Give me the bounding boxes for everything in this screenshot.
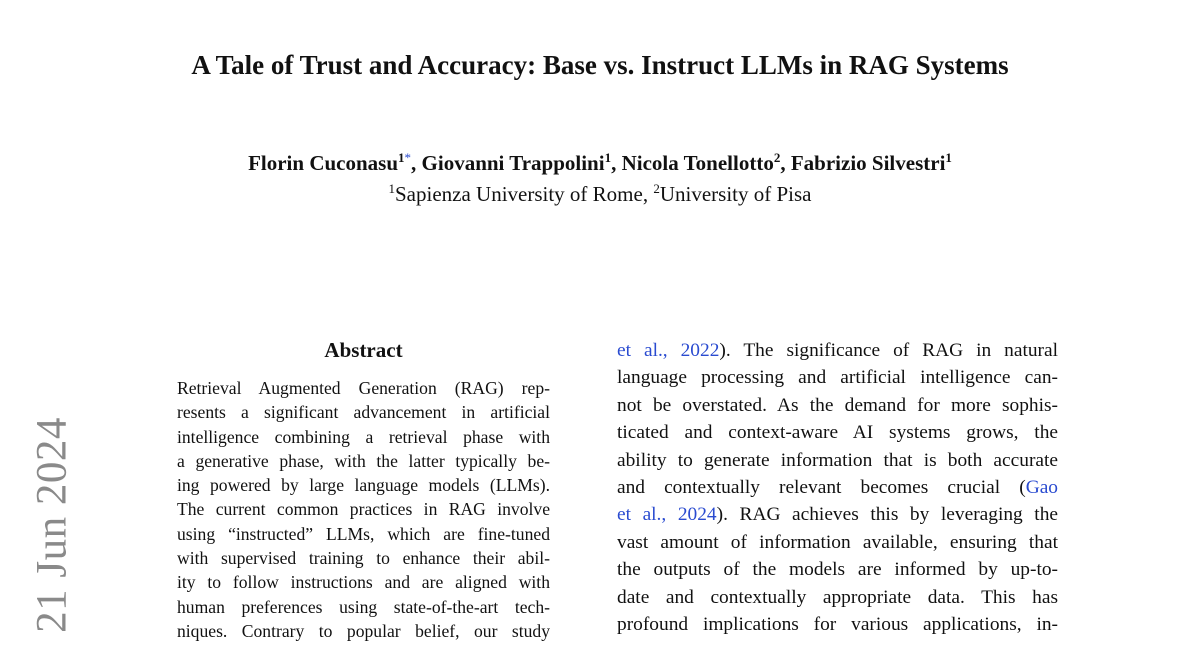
- citation-link[interactable]: et al., 2022: [617, 340, 720, 361]
- abstract-line: intelligence combining a retrieval phase with: [177, 426, 550, 447]
- intro-text: ). RAG achieves this by leveraging the: [716, 504, 1058, 526]
- affiliation-list: $^1$Sapienza University of Rome, $^2$University of Pisa: [388, 181, 812, 206]
- abstract-heading: Abstract: [324, 338, 403, 362]
- intro-line: language processing and artificial intelligence can-: [617, 367, 1058, 389]
- affiliation-number: 1: [388, 181, 395, 196]
- author-list: Florin Cuconasu$^{1*}$, Giovanni Trappolini$^1$, Nicola Tonellotto$^2$, Fabrizio Silvestri$^1$: [248, 150, 952, 175]
- abstract-line: ity to follow instructions and are aligned with: [177, 572, 550, 593]
- abstract-line: human preferences using state-of-the-art tech-: [177, 596, 550, 617]
- intro-line: ability to generate information that is both accurate: [617, 449, 1058, 471]
- abstract-body: [177, 376, 550, 643]
- intro-line: vast amount of information available, ensuring that: [617, 531, 1058, 553]
- citation-link[interactable]: Gao: [1025, 476, 1058, 498]
- author-name: Giovanni Trappolini: [421, 151, 605, 175]
- abstract-line: The current common practices in RAG involve: [177, 499, 550, 520]
- intro-line: ticated and context-aware AI systems grows, the: [617, 422, 1058, 444]
- intro-line: not be overstated. As the demand for more sophis-: [617, 394, 1058, 416]
- intro-text: and contextually relevant becomes crucial (: [617, 476, 1026, 498]
- affiliation-marker: 2: [773, 150, 781, 165]
- affiliation-marker: 1: [945, 150, 952, 165]
- affiliation-name: Sapienza University of Rome: [394, 182, 643, 206]
- citation-link[interactable]: et al., 2024: [617, 504, 717, 526]
- abstract-line: a generative phase, with the latter typically be-: [177, 450, 550, 471]
- intro-line: [617, 474, 1058, 501]
- intro-line: the outputs of the models are informed by up-to-: [617, 559, 1058, 581]
- intro-line: profound implications for various applications, in-: [617, 613, 1058, 635]
- introduction-body: [617, 337, 1058, 638]
- footnote-marker[interactable]: *: [404, 150, 412, 165]
- author-name: Florin Cuconasu: [248, 151, 399, 175]
- abstract-line: with supervised training to enhance their abil-: [177, 548, 550, 569]
- author-name: Fabrizio Silvestri: [790, 151, 946, 175]
- affiliation-marker: 1: [398, 150, 405, 165]
- paper-title: A Tale of Trust and Accuracy: Base vs. Instruct LLMs in RAG Systems: [191, 50, 1009, 80]
- intro-line: date and contextually appropriate data. This has: [617, 586, 1058, 608]
- intro-text: ). The significance of RAG in natural: [719, 340, 1058, 361]
- affiliation-number: 2: [653, 181, 660, 196]
- arxiv-date-stamp: 21 Jun 2024: [28, 417, 76, 633]
- author-name: Nicola Tonellotto: [621, 151, 774, 175]
- abstract-line: niques. Contrary to popular belief, our study: [177, 620, 550, 641]
- abstract-line: using “instructed” LLMs, which are fine-tuned: [177, 523, 550, 544]
- abstract-line: Retrieval Augmented Generation (RAG) rep-: [177, 378, 550, 398]
- abstract-line: resents a significant advancement in artificial: [177, 402, 550, 423]
- affiliation-name: University of Pisa: [659, 182, 812, 206]
- abstract-line: ing powered by large language models (LLMs).: [177, 475, 550, 496]
- intro-line: [617, 501, 1058, 528]
- affiliation-marker: 1: [604, 150, 612, 165]
- intro-line: [617, 337, 1058, 364]
